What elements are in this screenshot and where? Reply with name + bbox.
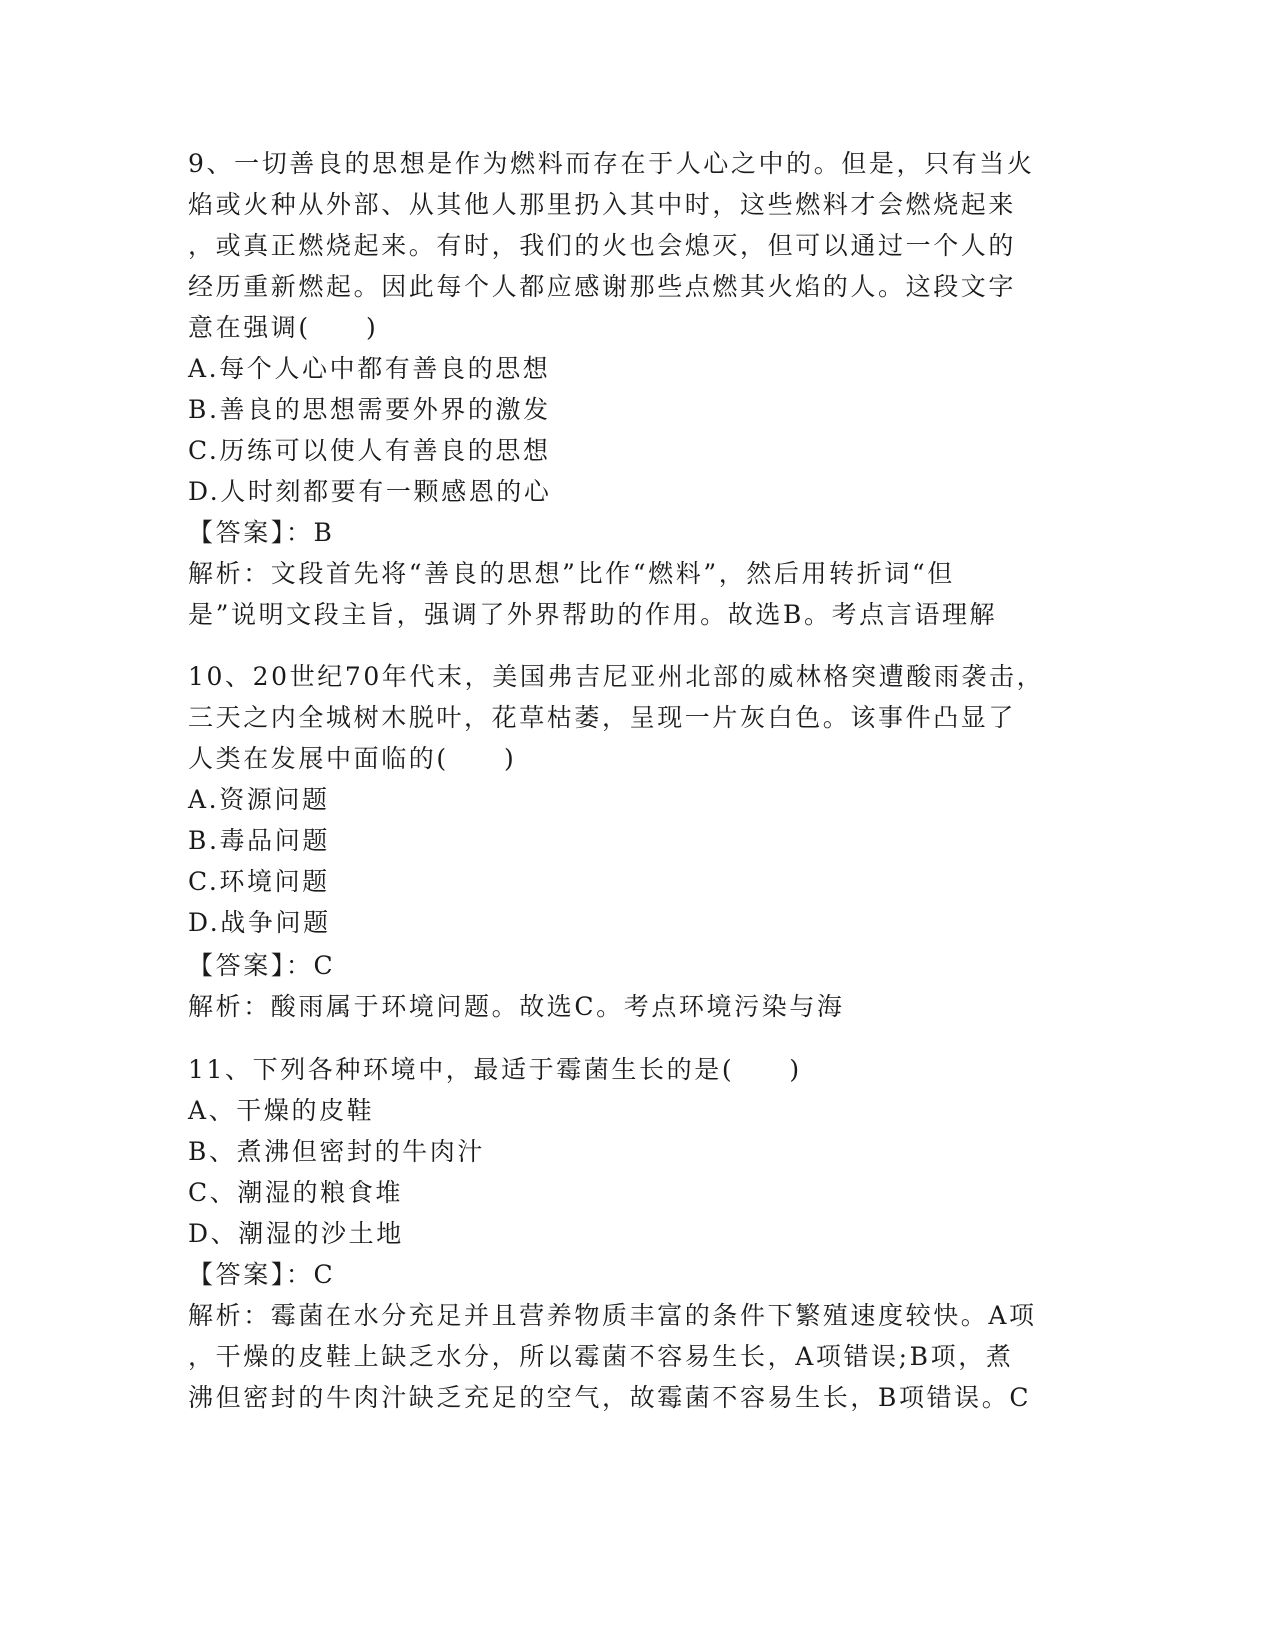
question-9-stem-line-5: 意在强调( ): [188, 313, 379, 342]
question-11-analysis-line-3: 沸但密封的牛肉汁缺乏充足的空气，故霉菌不容易生长，B项错误。C: [188, 1383, 1032, 1412]
question-10-stem-line-2: 三天之内全城树木脱叶，花草枯萎，呈现一片灰白色。该事件凸显了: [188, 703, 1017, 732]
question-10-option-d: D.战争问题: [188, 908, 331, 937]
question-10-stem-line-1: 10、20世纪70年代末，美国弗吉尼亚州北部的威林格突遭酸雨袭击，: [188, 662, 1045, 691]
question-10-option-c: C.环境问题: [188, 867, 330, 896]
question-11-analysis-line-1: 解析：霉菌在水分充足并且营养物质丰富的条件下繁殖速度较快。A项: [188, 1301, 1037, 1330]
question-9-stem-line-4: 经历重新燃起。因此每个人都应感谢那些点燃其火焰的人。这段文字: [188, 272, 1017, 301]
question-9-option-b: B.善良的思想需要外界的激发: [188, 395, 551, 424]
question-9-stem-line-2: 焰或火种从外部、从其他人那里扔入其中时，这些燃料才会燃烧起来: [188, 190, 1017, 219]
question-11-analysis-line-2: ，干燥的皮鞋上缺乏水分，所以霉菌不容易生长，A项错误;B项，煮: [188, 1342, 1014, 1371]
question-9-analysis-line-1: 解析：文段首先将“善良的思想”比作“燃料”，然后用转折词“但: [188, 559, 955, 588]
question-9-stem-line-3: ，或真正燃烧起来。有时，我们的火也会熄灭，但可以通过一个人的: [188, 231, 1017, 260]
question-10-option-a: A.资源问题: [188, 785, 330, 814]
question-11-option-c: C、潮湿的粮食堆: [188, 1178, 403, 1207]
question-11-option-a: A、干燥的皮鞋: [188, 1096, 375, 1125]
question-11-stem-line-1: 11、下列各种环境中，最适于霉菌生长的是( ): [188, 1055, 802, 1084]
question-9-stem-line-1: 9、一切善良的思想是作为燃料而存在于人心之中的。但是，只有当火: [188, 149, 1035, 178]
question-9-analysis-line-2: 是”说明文段主旨，强调了外界帮助的作用。故选B。考点言语理解: [188, 600, 998, 629]
question-10-answer: 【答案】：C: [188, 951, 336, 980]
question-10-stem-line-3: 人类在发展中面临的( ): [188, 744, 517, 773]
question-9-answer: 【答案】：B: [188, 518, 335, 547]
question-9-option-c: C.历练可以使人有善良的思想: [188, 436, 551, 465]
question-10-analysis-line-1: 解析：酸雨属于环境问题。故选C。考点环境污染与海: [188, 992, 845, 1021]
question-11-option-d: D、潮湿的沙土地: [188, 1219, 404, 1248]
question-11-answer: 【答案】：C: [188, 1260, 336, 1289]
question-10-option-b: B.毒品问题: [188, 826, 330, 855]
question-9-option-a: A.每个人心中都有善良的思想: [188, 354, 551, 383]
question-11-option-b: B、煮沸但密封的牛肉汁: [188, 1137, 485, 1166]
question-9-option-d: D.人时刻都要有一颗感恩的心: [188, 477, 552, 506]
